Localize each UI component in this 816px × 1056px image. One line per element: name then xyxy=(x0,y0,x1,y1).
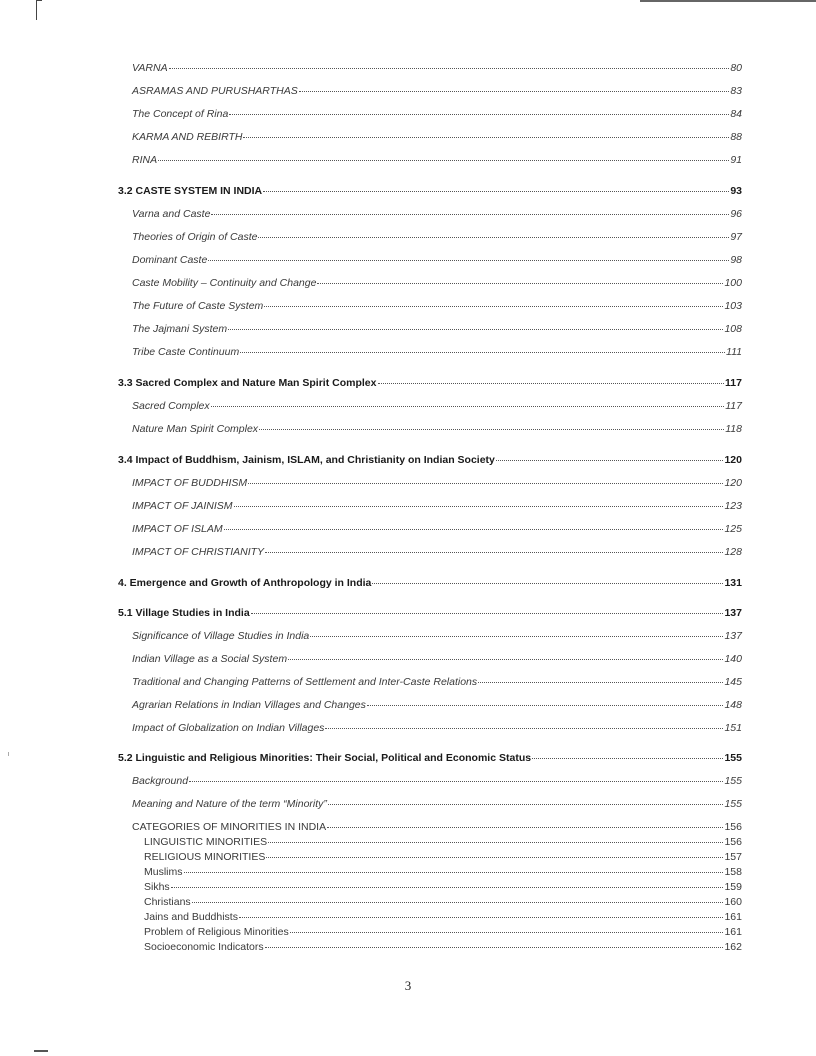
toc-entry-title: RINA xyxy=(132,154,158,166)
toc-entry-title: 4. Emergence and Growth of Anthropology in India xyxy=(118,577,372,589)
toc-entry-page: 151 xyxy=(724,722,742,734)
toc-entry-page: 161 xyxy=(724,911,742,923)
toc-entry[interactable] xyxy=(132,131,742,143)
toc-entry-title: Theories of Origin of Caste xyxy=(132,231,258,243)
toc-subentry[interactable] xyxy=(144,911,742,923)
toc-entry-title: The Concept of Rina xyxy=(132,108,229,120)
dot-leader xyxy=(251,612,724,614)
toc-entry-page: 80 xyxy=(730,62,742,74)
toc-section-heading[interactable] xyxy=(118,454,742,466)
toc-entry-title: LINGUISTIC MINORITIES xyxy=(144,836,268,848)
toc-entry-page: 98 xyxy=(730,254,742,266)
toc-entry[interactable] xyxy=(132,775,742,787)
scan-edge-mark xyxy=(36,0,37,20)
toc-entry-page: 103 xyxy=(724,300,742,312)
scan-edge-mark xyxy=(34,1050,48,1052)
toc-entry-title: Muslims xyxy=(144,866,183,878)
dot-leader xyxy=(317,282,723,284)
toc-subentry[interactable] xyxy=(144,926,742,938)
toc-entry-page: 137 xyxy=(724,607,742,619)
toc-entry[interactable] xyxy=(132,277,742,289)
toc-entry-title: 3.4 Impact of Buddhism, Jainism, ISLAM, and Christianity on Indian Society xyxy=(118,454,495,466)
toc-entry-title: Meaning and Nature of the term “Minority” xyxy=(132,798,327,810)
toc-entry-title: Impact of Globalization on Indian Villages xyxy=(132,722,325,734)
toc-entry[interactable] xyxy=(132,108,742,120)
toc-entry-page: 145 xyxy=(724,676,742,688)
dot-leader xyxy=(266,856,723,858)
dot-leader xyxy=(240,351,725,353)
dot-leader xyxy=(234,505,724,507)
toc-entry-page: 160 xyxy=(724,896,742,908)
toc-entry-title: 5.2 Linguistic and Religious Minorities: Their Social, Political and Economic Status xyxy=(118,752,532,764)
toc-entry-title: Significance of Village Studies in India xyxy=(132,630,310,642)
dot-leader xyxy=(229,113,729,115)
toc-entry-page: 125 xyxy=(724,523,742,535)
toc-entry-title: Problem of Religious Minorities xyxy=(144,926,289,938)
toc-section-heading[interactable] xyxy=(118,752,742,764)
toc-entry-title: Caste Mobility – Continuity and Change xyxy=(132,277,317,289)
dot-leader xyxy=(248,482,723,484)
toc-entry[interactable] xyxy=(132,323,742,335)
toc-entry[interactable] xyxy=(132,653,742,665)
dot-leader xyxy=(239,916,723,918)
dot-leader xyxy=(224,528,724,530)
dot-leader xyxy=(184,871,724,873)
toc-entry-page: 88 xyxy=(730,131,742,143)
dot-leader xyxy=(189,780,723,782)
toc-entry-page: 96 xyxy=(730,208,742,220)
dot-leader xyxy=(299,90,730,92)
toc-entry-page: 100 xyxy=(724,277,742,289)
toc-entry-page: 155 xyxy=(724,798,742,810)
toc-entry-page: 128 xyxy=(724,546,742,558)
toc-entry-page: 97 xyxy=(730,231,742,243)
toc-entry[interactable] xyxy=(132,208,742,220)
toc-entry-page: 148 xyxy=(724,699,742,711)
toc-entry-title: KARMA AND REBIRTH xyxy=(132,131,243,143)
dot-leader xyxy=(378,382,725,384)
toc-entry[interactable] xyxy=(132,546,742,558)
toc-entry-title: 5.1 Village Studies in India xyxy=(118,607,250,619)
toc-entry-title: IMPACT OF ISLAM xyxy=(132,523,223,535)
dot-leader xyxy=(265,946,724,948)
toc-entry-page: 91 xyxy=(730,154,742,166)
toc-entry-page: 161 xyxy=(724,926,742,938)
toc-entry-title: ASRAMAS AND PURUSHARTHAS xyxy=(132,85,298,97)
dot-leader xyxy=(192,901,724,903)
dot-leader xyxy=(263,190,729,192)
toc-entry[interactable] xyxy=(132,423,742,435)
toc-section-heading[interactable] xyxy=(118,577,742,589)
toc-entry-page: 159 xyxy=(724,881,742,893)
toc-subentry[interactable] xyxy=(144,836,742,848)
dot-leader xyxy=(258,236,729,238)
dot-leader xyxy=(211,405,725,407)
toc-entry[interactable] xyxy=(132,254,742,266)
scan-speck xyxy=(8,752,9,756)
toc-entry-page: 118 xyxy=(725,423,742,435)
toc-entry-page: 162 xyxy=(724,941,742,953)
toc-subentry[interactable] xyxy=(144,881,742,893)
toc-entry-title: RELIGIOUS MINORITIES xyxy=(144,851,266,863)
toc-entry-title: Indian Village as a Social System xyxy=(132,653,288,665)
toc-entry-page: 83 xyxy=(730,85,742,97)
dot-leader xyxy=(496,459,724,461)
toc-entry-title: Sacred Complex xyxy=(132,400,210,412)
toc-entry-title: Tribe Caste Continuum xyxy=(132,346,240,358)
toc-entry-title: Socioeconomic Indicators xyxy=(144,941,264,953)
toc-entry-page: 111 xyxy=(726,346,742,358)
dot-leader xyxy=(211,213,729,215)
dot-leader xyxy=(290,931,724,933)
toc-entry-page: 117 xyxy=(725,377,742,389)
toc-entry-page: 131 xyxy=(724,577,742,589)
dot-leader xyxy=(228,328,723,330)
toc-entry-page: 120 xyxy=(724,454,742,466)
toc-entry[interactable] xyxy=(132,798,742,810)
toc-entry-page: 108 xyxy=(724,323,742,335)
dot-leader xyxy=(532,757,723,759)
toc-subentry[interactable] xyxy=(144,851,742,863)
toc-entry-page: 93 xyxy=(730,185,742,197)
toc-entry[interactable] xyxy=(132,699,742,711)
dot-leader xyxy=(208,259,729,261)
toc-entry-page: 140 xyxy=(724,653,742,665)
toc-entry-title: Nature Man Spirit Complex xyxy=(132,423,259,435)
toc-entry-title: VARNA xyxy=(132,62,168,74)
page-number: 3 xyxy=(404,978,412,993)
toc-entry-page: 117 xyxy=(725,400,742,412)
toc-entry-page: 120 xyxy=(724,477,742,489)
dot-leader xyxy=(158,159,729,161)
toc-entry-title: Sikhs xyxy=(144,881,170,893)
dot-leader xyxy=(169,67,730,69)
toc-entry-title: Agrarian Relations in Indian Villages and Changes xyxy=(132,699,366,711)
dot-leader xyxy=(328,803,724,805)
dot-leader xyxy=(478,681,723,683)
toc-entry-page: 155 xyxy=(724,752,742,764)
toc-subentry[interactable] xyxy=(144,866,742,878)
toc-entry[interactable] xyxy=(132,346,742,358)
toc-entry[interactable] xyxy=(132,722,742,734)
dot-leader xyxy=(243,136,729,138)
toc-entry[interactable] xyxy=(132,400,742,412)
toc-entry-title: Dominant Caste xyxy=(132,254,208,266)
toc-entry-title: IMPACT OF BUDDHISM xyxy=(132,477,248,489)
toc-entry[interactable] xyxy=(132,477,742,489)
toc-section-heading[interactable] xyxy=(118,185,742,197)
toc-entry-title: Christians xyxy=(144,896,191,908)
toc-entry-title: CATEGORIES OF MINORITIES IN INDIA xyxy=(132,821,327,833)
toc-entry[interactable] xyxy=(132,630,742,642)
toc-entry-title: Jains and Buddhists xyxy=(144,911,238,923)
toc-entry-title: The Future of Caste System xyxy=(132,300,264,312)
toc-section-heading[interactable] xyxy=(118,377,742,389)
dot-leader xyxy=(268,841,723,843)
toc-entry[interactable] xyxy=(132,231,742,243)
toc-subentry[interactable] xyxy=(144,896,742,908)
toc-entry[interactable] xyxy=(132,821,742,833)
dot-leader xyxy=(288,658,723,660)
toc-entry[interactable] xyxy=(132,62,742,74)
toc-subentry[interactable] xyxy=(144,941,742,953)
dot-leader xyxy=(259,428,724,430)
dot-leader xyxy=(327,826,723,828)
toc-entry-page: 158 xyxy=(724,866,742,878)
toc-entry-title: The Jajmani System xyxy=(132,323,228,335)
toc-entry-title: Background xyxy=(132,775,189,787)
toc-entry[interactable] xyxy=(132,300,742,312)
toc-entry-page: 137 xyxy=(724,630,742,642)
toc-entry[interactable] xyxy=(132,500,742,512)
toc-entry-title: Varna and Caste xyxy=(132,208,211,220)
toc-entry-page: 123 xyxy=(724,500,742,512)
toc-entry-page: 156 xyxy=(724,821,742,833)
dot-leader xyxy=(367,704,724,706)
toc-entry-title: IMPACT OF JAINISM xyxy=(132,500,233,512)
toc-entry-page: 84 xyxy=(730,108,742,120)
toc-entry-page: 157 xyxy=(724,851,742,863)
scan-edge-mark xyxy=(36,0,42,1)
dot-leader xyxy=(372,582,723,584)
toc-entry-title: IMPACT OF CHRISTIANITY xyxy=(132,546,265,558)
dot-leader xyxy=(171,886,724,888)
toc-entry-title: 3.3 Sacred Complex and Nature Man Spirit Complex xyxy=(118,377,377,389)
toc-entry[interactable] xyxy=(132,85,742,97)
scan-edge-line xyxy=(640,0,816,2)
toc-entry[interactable] xyxy=(132,523,742,535)
dot-leader xyxy=(264,305,723,307)
dot-leader xyxy=(325,727,723,729)
dot-leader xyxy=(310,635,723,637)
toc-entry-title: 3.2 CASTE SYSTEM IN INDIA xyxy=(118,185,263,197)
toc-entry-title: Traditional and Changing Patterns of Settlement and Inter-Caste Relations xyxy=(132,676,478,688)
toc-entry[interactable] xyxy=(132,676,742,688)
toc-entry-page: 155 xyxy=(724,775,742,787)
toc-entry[interactable] xyxy=(132,154,742,166)
dot-leader xyxy=(265,551,723,553)
toc-section-heading[interactable] xyxy=(118,607,742,619)
toc-entry-page: 156 xyxy=(724,836,742,848)
